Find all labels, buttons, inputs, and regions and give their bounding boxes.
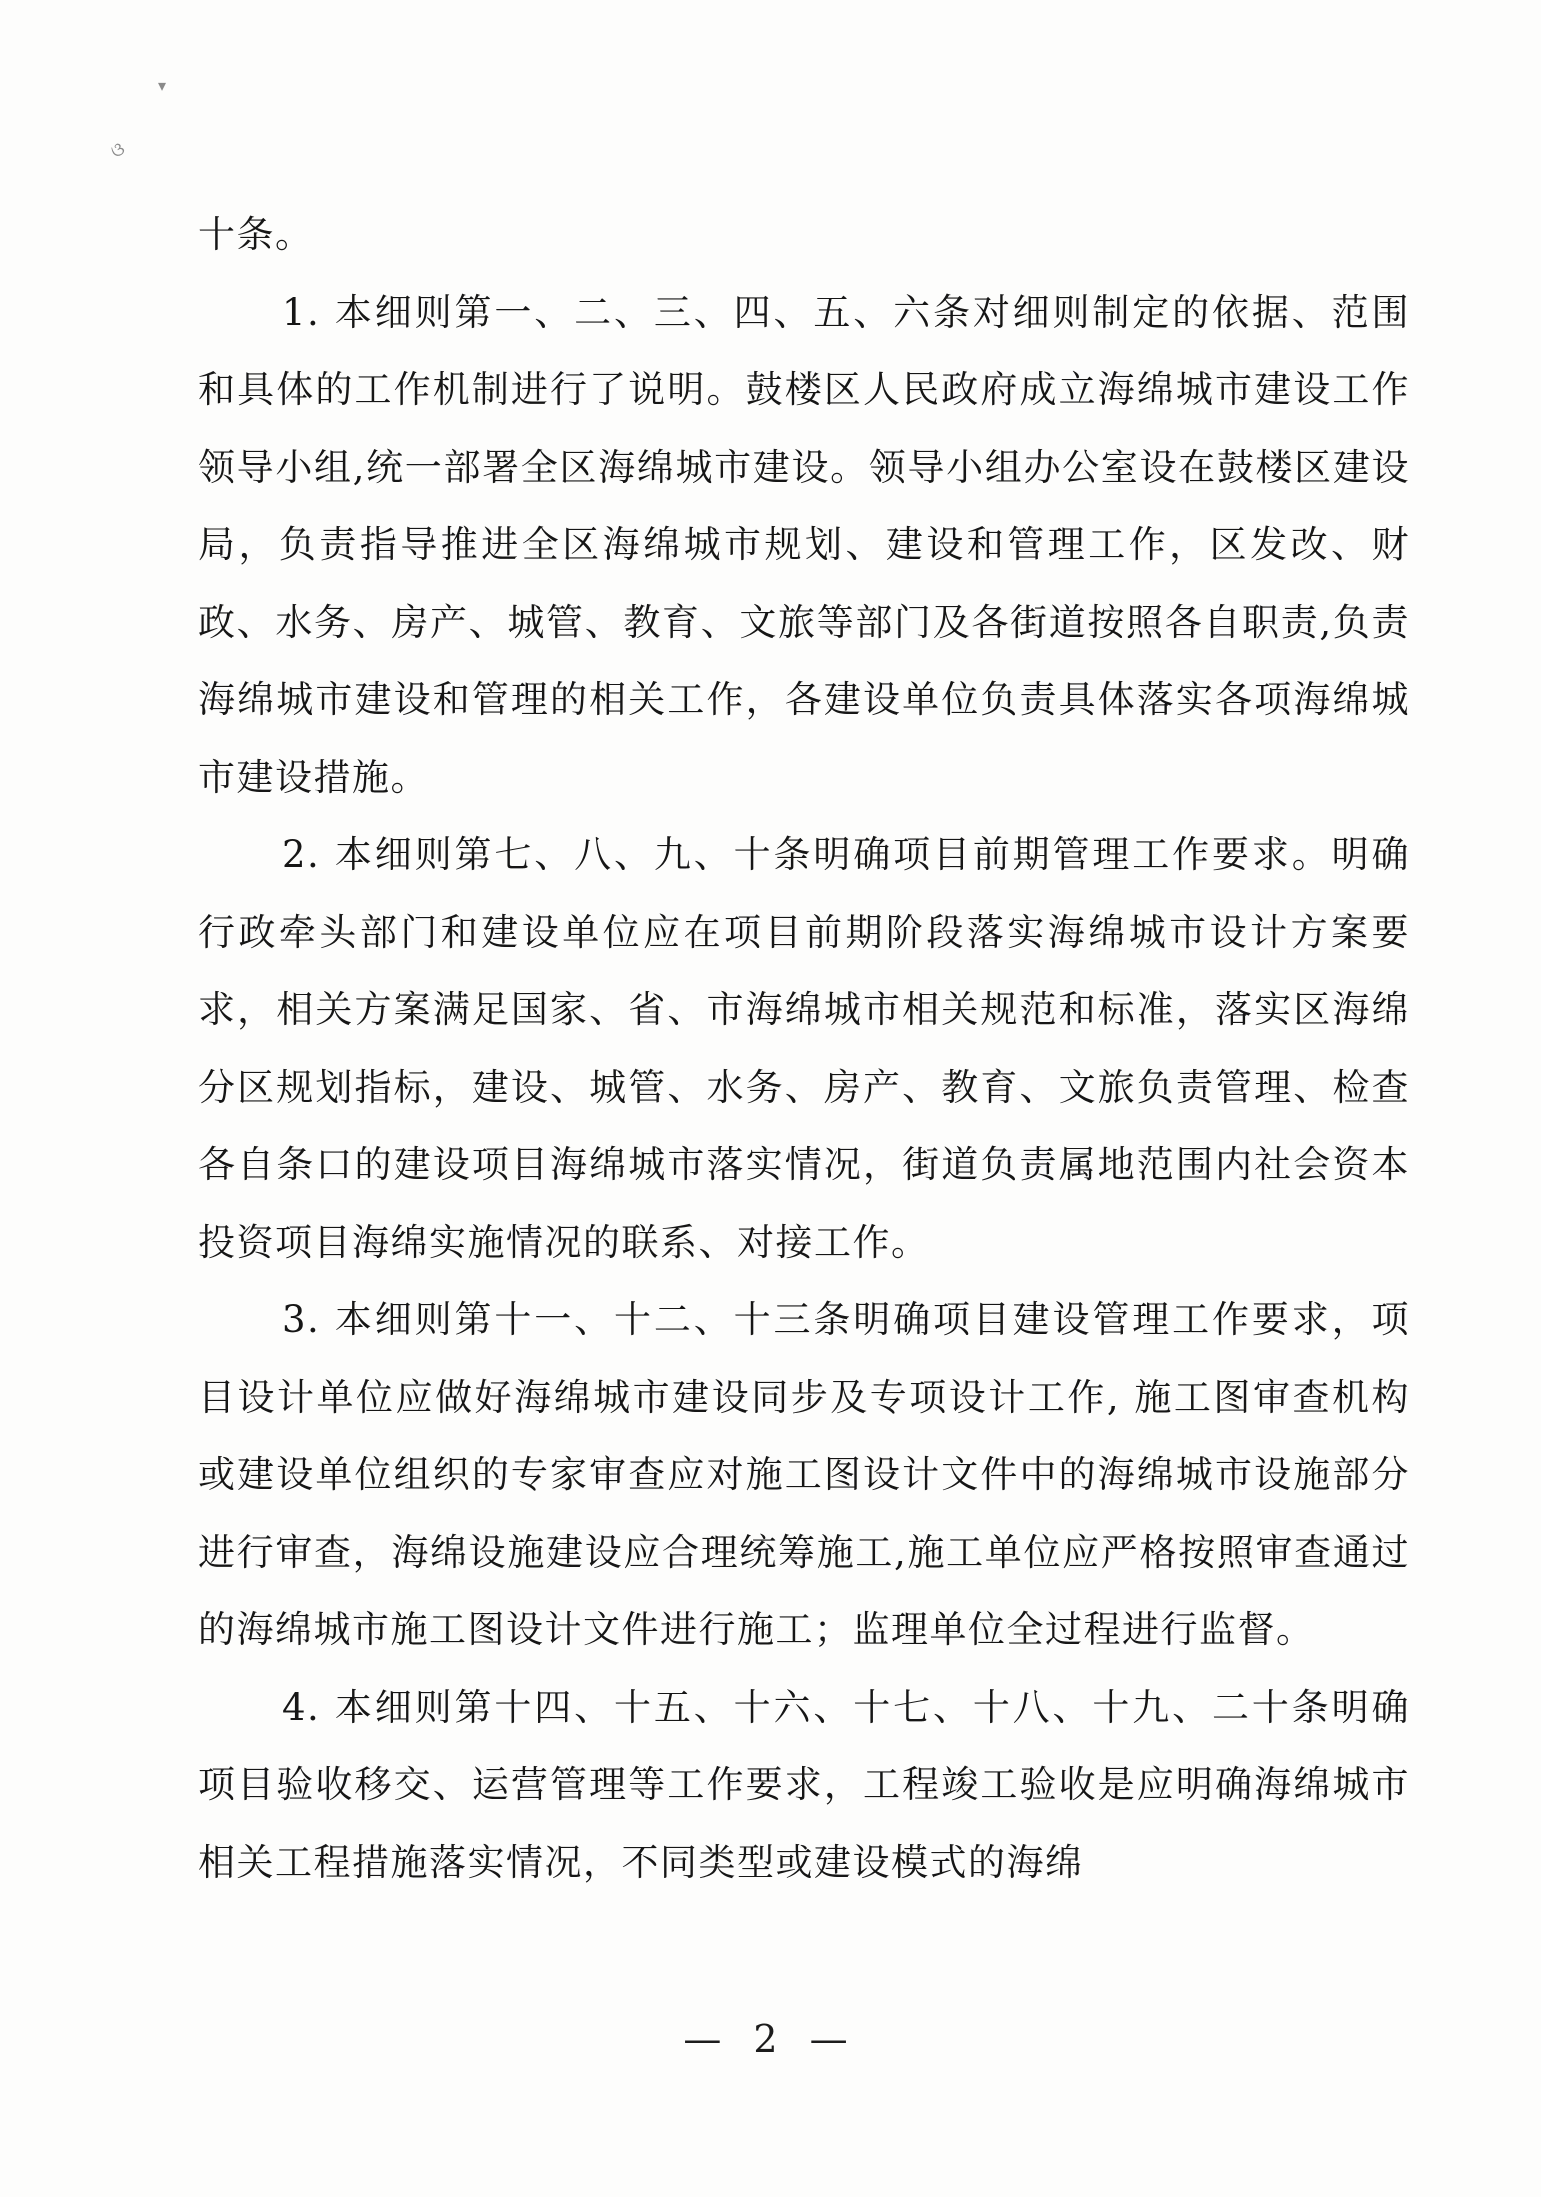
- page-number: — 2 —: [683, 2017, 858, 2061]
- scan-speck: ▾: [158, 76, 167, 95]
- paragraph-continuation: 十条。: [198, 213, 314, 256]
- document-body: [198, 196, 1410, 1901]
- paragraph-item-1: 1. 本细则第一、二、三、四、五、六条对细则制定的依据、范围和具体的工作机制进行了说明。鼓楼区人民政府成立海绵城市建设工作领导小组,统一部署全区海绵城市建设。领导小组办公室设在鼓楼区建设局，负责指导推进全区海绵城市规划、建设和管理工作，区发改、财政、水务、房产、城管、教育、文旅等部门及各街道按照各自职责,负责海绵城市建设和管理的相关工作，各建设单位负责具体落实各项海绵城市建设措施。: [198, 290, 1410, 799]
- scan-speck: ଓ: [106, 138, 130, 163]
- paragraph-item-4: 4. 本细则第十四、十五、十六、十七、十八、十九、二十条明确项目验收移交、运营管理等工作要求，工程竣工验收是应明确海绵城市相关工程措施落实情况，不同类型或建设模式的海绵: [198, 1685, 1410, 1884]
- paragraph-item-3: 3. 本细则第十一、十二、十三条明确项目建设管理工作要求，项目设计单位应做好海绵城市建设同步及专项设计工作, 施工图审查机构或建设单位组织的专家审查应对施工图设计文件中的海绵城市设施部分进行审查，海绵设施建设应合理统筹施工,施工单位应严格按照审查通过的海绵城市施工图设计文件进行施工；监理单位全过程进行监督。: [198, 1298, 1410, 1651]
- paragraph-item-2: 2. 本细则第七、八、九、十条明确项目前期管理工作要求。明确行政牵头部门和建设单位应在项目前期阶段落实海绵城市设计方案要求，相关方案满足国家、省、市海绵城市相关规范和标准，落实区海绵分区规划指标，建设、城管、水务、房产、教育、文旅负责管理、检查各自条口的建设项目海绵城市落实情况，街道负责属地范围内社会资本投资项目海绵实施情况的联系、对接工作。: [198, 833, 1410, 1264]
